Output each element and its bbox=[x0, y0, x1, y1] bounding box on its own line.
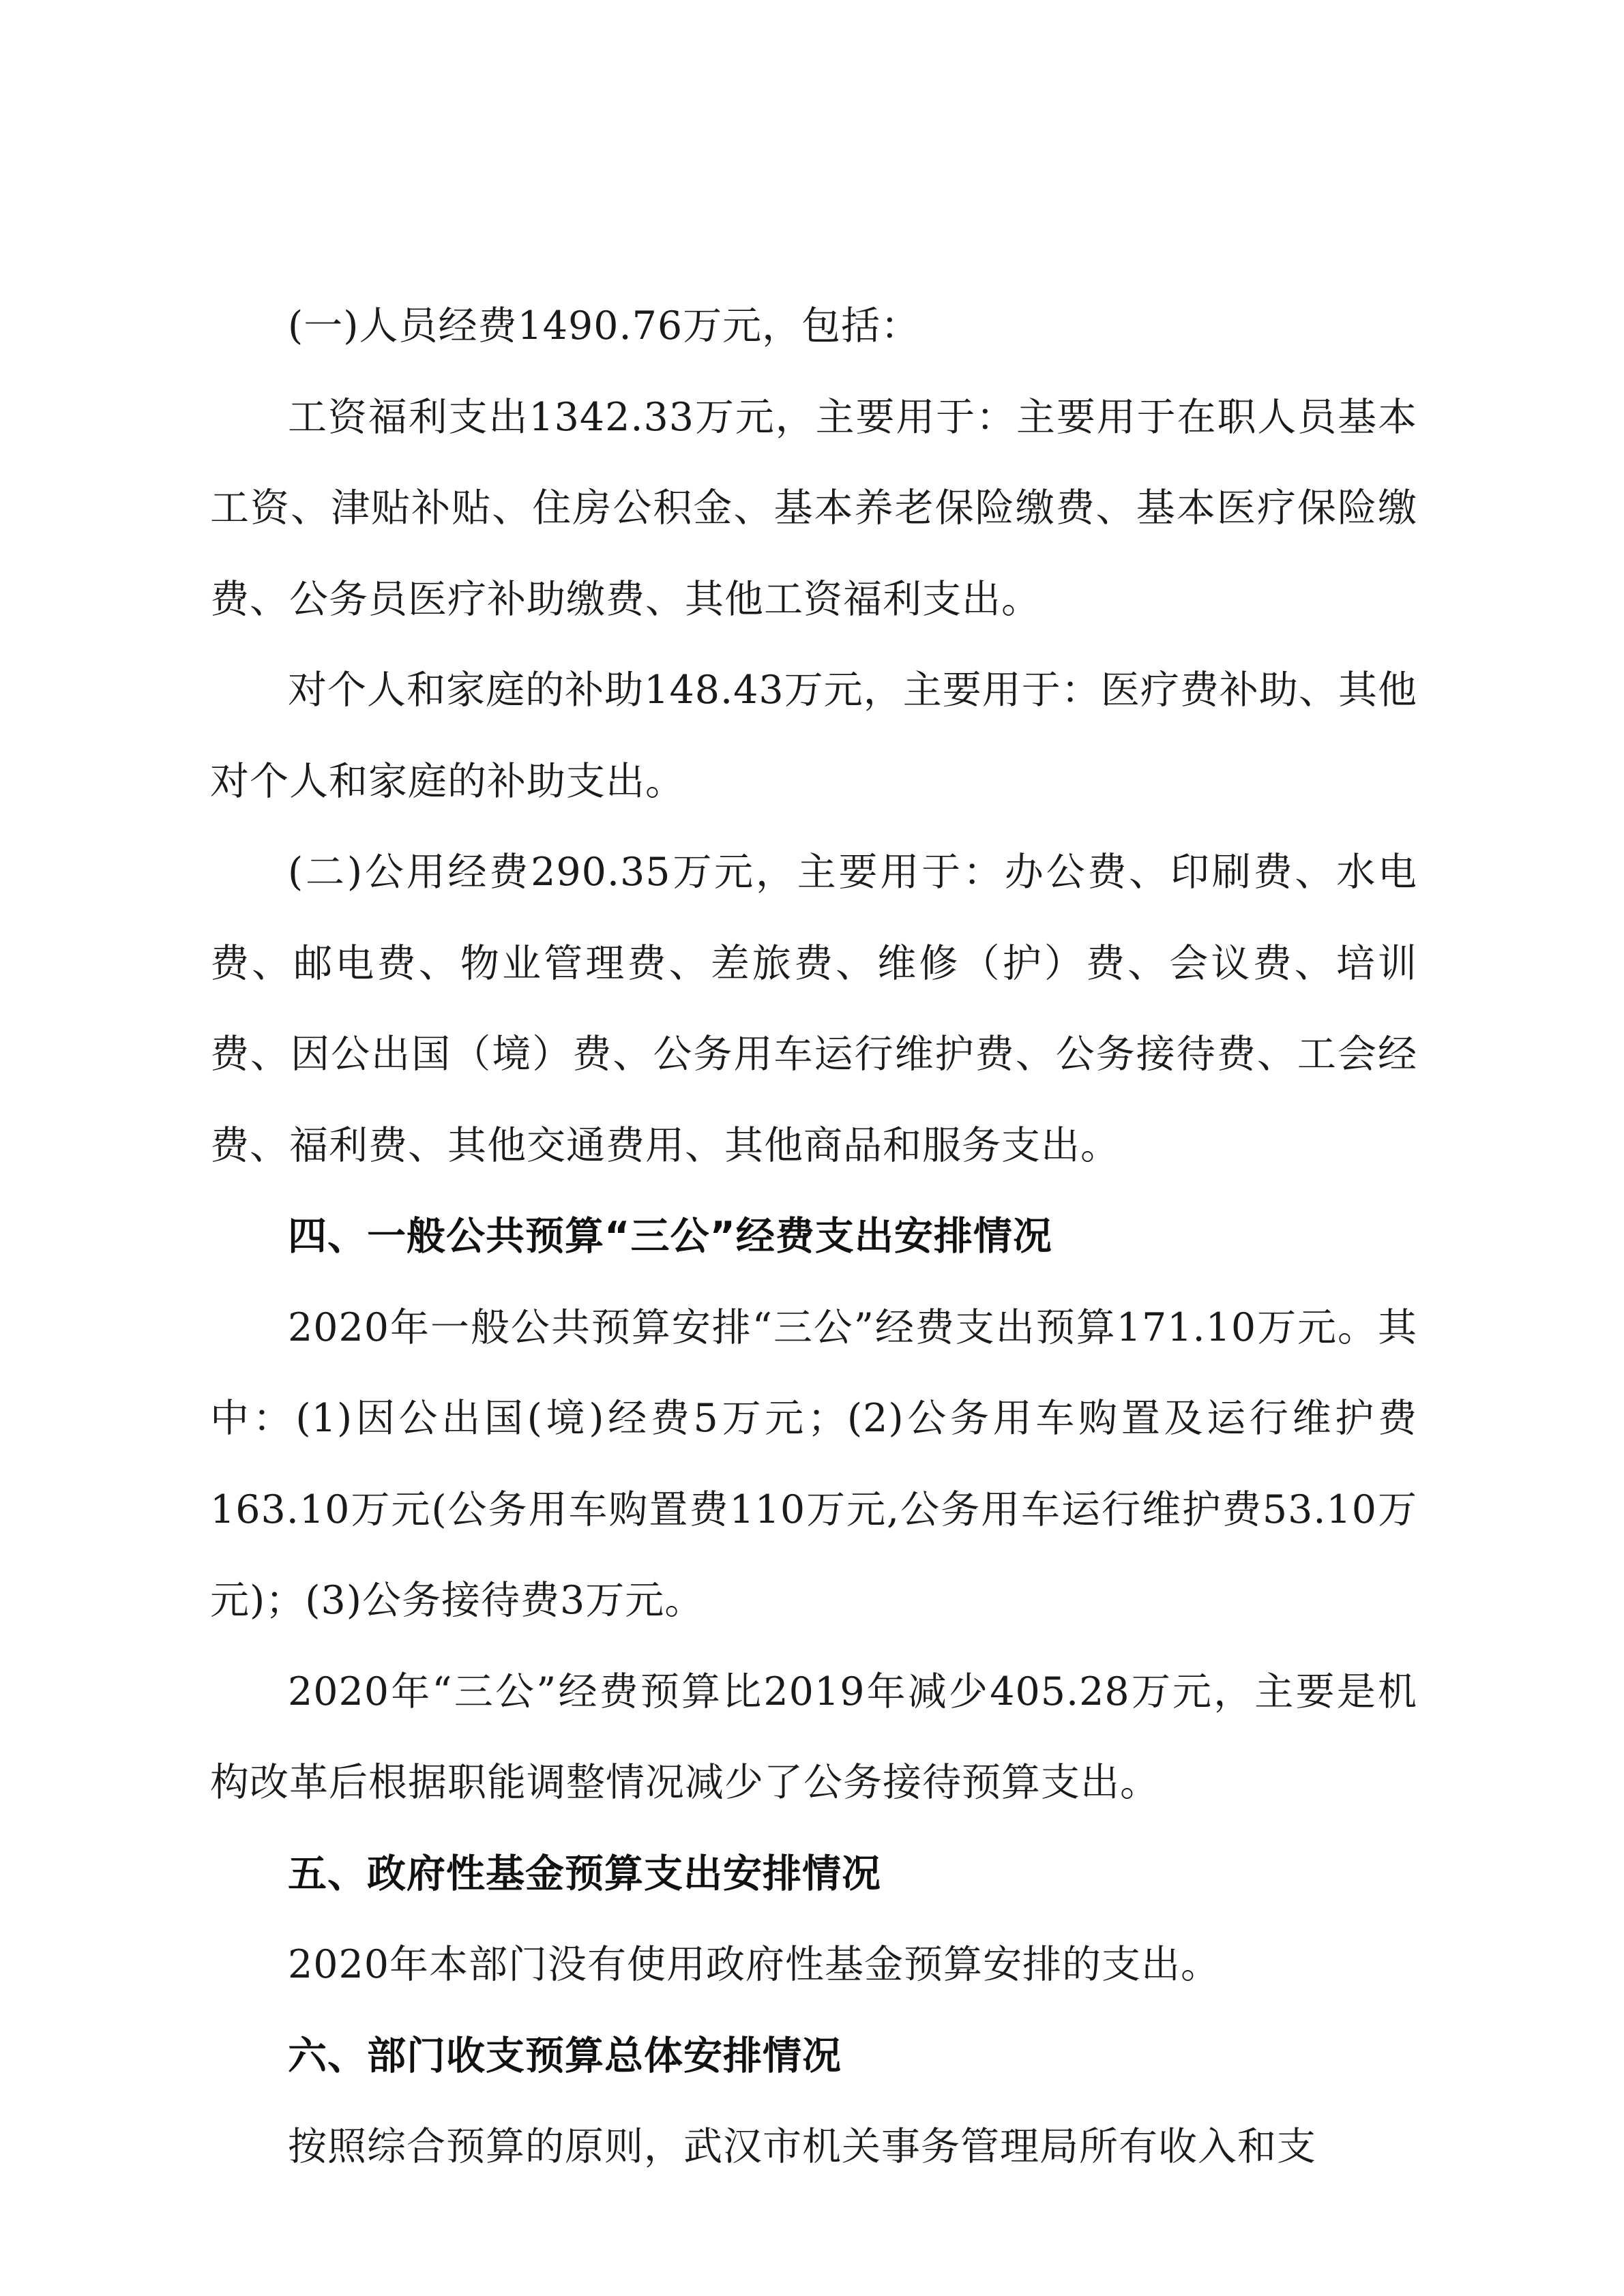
paragraph-personnel-expenses: (一)人员经费1490.76万元，包括： bbox=[288, 303, 921, 348]
section-heading-three-public: 四、一般公共预算“三公”经费支出安排情况 bbox=[288, 1214, 1052, 1259]
section-heading-government-fund: 五、政府性基金预算支出安排情况 bbox=[288, 1851, 881, 1896]
paragraph-three-public-budget: 2020年一般公共预算安排“三公”经费支出预算171.10万元。其中：(1)因公出国(境)经费5万元；(2)公务用车购置及运行维护费163.10万元(公务用车购置费110万元,公务用车运行维护费53.10万元)；(3)公务接待费3万元。 bbox=[210, 1304, 1417, 1623]
paragraph-wage-welfare: 工资福利支出1342.33万元，主要用于：主要用于在职人员基本工资、津贴补贴、住房公积金、基本养老保险缴费、基本医疗保险缴费、公务员医疗补助缴费、其他工资福利支出。 bbox=[210, 394, 1417, 622]
paragraph-household-subsidy: 对个人和家庭的补助148.43万元，主要用于：医疗费补助、其他对个人和家庭的补助支出。 bbox=[210, 668, 1417, 804]
paragraph-overall-budget: 按照综合预算的原则，武汉市机关事务管理局所有收入和支 bbox=[288, 2124, 1316, 2169]
section-heading-overall-budget: 六、部门收支预算总体安排情况 bbox=[288, 2033, 842, 2078]
paragraph-three-public-change: 2020年“三公”经费预算比2019年减少405.28万元，主要是机构改革后根据职能调整情况减少了公务接待预算支出。 bbox=[210, 1669, 1417, 1805]
paragraph-public-expenses: (二)公用经费290.35万元，主要用于：办公费、印刷费、水电费、邮电费、物业管理费、差旅费、维修（护）费、会议费、培训费、因公出国（境）费、公务用车运行维护费、公务接待费、工会经费、福利费、其他交通费用、其他商品和服务支出。 bbox=[210, 850, 1417, 1168]
document-body bbox=[210, 281, 1417, 2193]
paragraph-government-fund: 2020年本部门没有使用政府性基金预算安排的支出。 bbox=[288, 1942, 1221, 1987]
